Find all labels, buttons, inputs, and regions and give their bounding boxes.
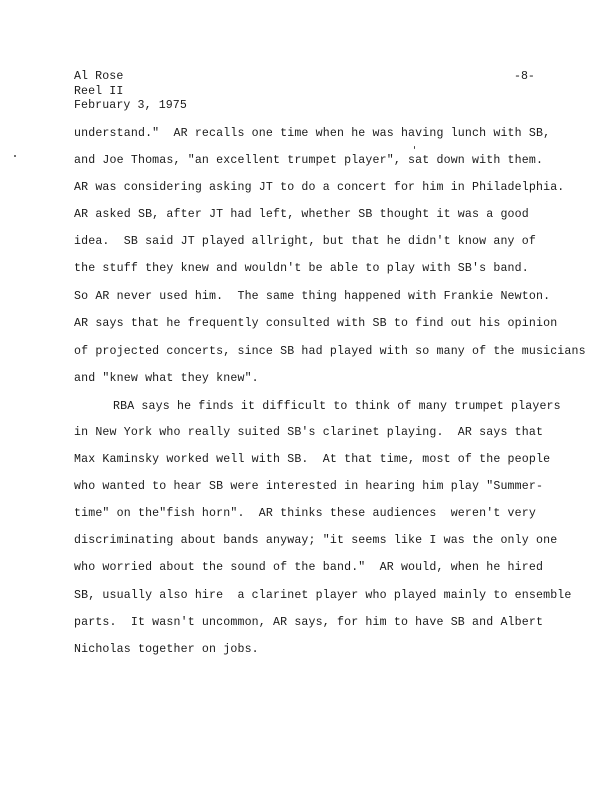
body-line: and Joe Thomas, "an excellent trumpet player", sat down with them.	[74, 154, 544, 167]
body-line: understand." AR recalls one time when he was having lunch with SB,	[74, 127, 551, 140]
body-line: of projected concerts, since SB had played with so many of the musicians	[74, 345, 586, 358]
body-line: AR asked SB, after JT had left, whether SB thought it was a good	[74, 208, 529, 221]
body-line: AR says that he frequently consulted with SB to find out his opinion	[74, 317, 558, 330]
body-line: idea. SB said JT played allright, but that he didn't know any of	[74, 235, 536, 248]
body-line: discriminating about bands anyway; "it seems like I was the only one	[74, 534, 558, 547]
body-line: time" on the"fish horn". AR thinks these audiences weren't very	[74, 507, 536, 520]
scan-speck	[14, 155, 16, 157]
body-line: who wanted to hear SB were interested in hearing him play "Summer-	[74, 480, 544, 493]
header-date: February 3, 1975	[74, 99, 187, 112]
body-line: RBA says he finds it difficult to think of many trumpet players	[113, 400, 561, 413]
body-line: the stuff they knew and wouldn't be able to play with SB's band.	[74, 262, 529, 275]
body-line: parts. It wasn't uncommon, AR says, for him to have SB and Albert	[74, 616, 544, 629]
body-line: who worried about the sound of the band." AR would, when he hired	[74, 561, 544, 574]
body-line: in New York who really suited SB's clarinet playing. AR says that	[74, 426, 544, 439]
body-line: and "knew what they knew".	[74, 372, 259, 385]
page-number: -8-	[514, 70, 535, 83]
body-line: SB, usually also hire a clarinet player who played mainly to ensemble	[74, 589, 572, 602]
header-name: Al Rose	[74, 70, 124, 83]
scan-speck	[414, 146, 415, 149]
header-reel: Reel II	[74, 85, 124, 98]
body-line: Max Kaminsky worked well with SB. At that time, most of the people	[74, 453, 551, 466]
body-line: So AR never used him. The same thing happened with Frankie Newton.	[74, 290, 551, 303]
body-line: Nicholas together on jobs.	[74, 643, 259, 656]
body-line: AR was considering asking JT to do a concert for him in Philadelphia.	[74, 181, 565, 194]
